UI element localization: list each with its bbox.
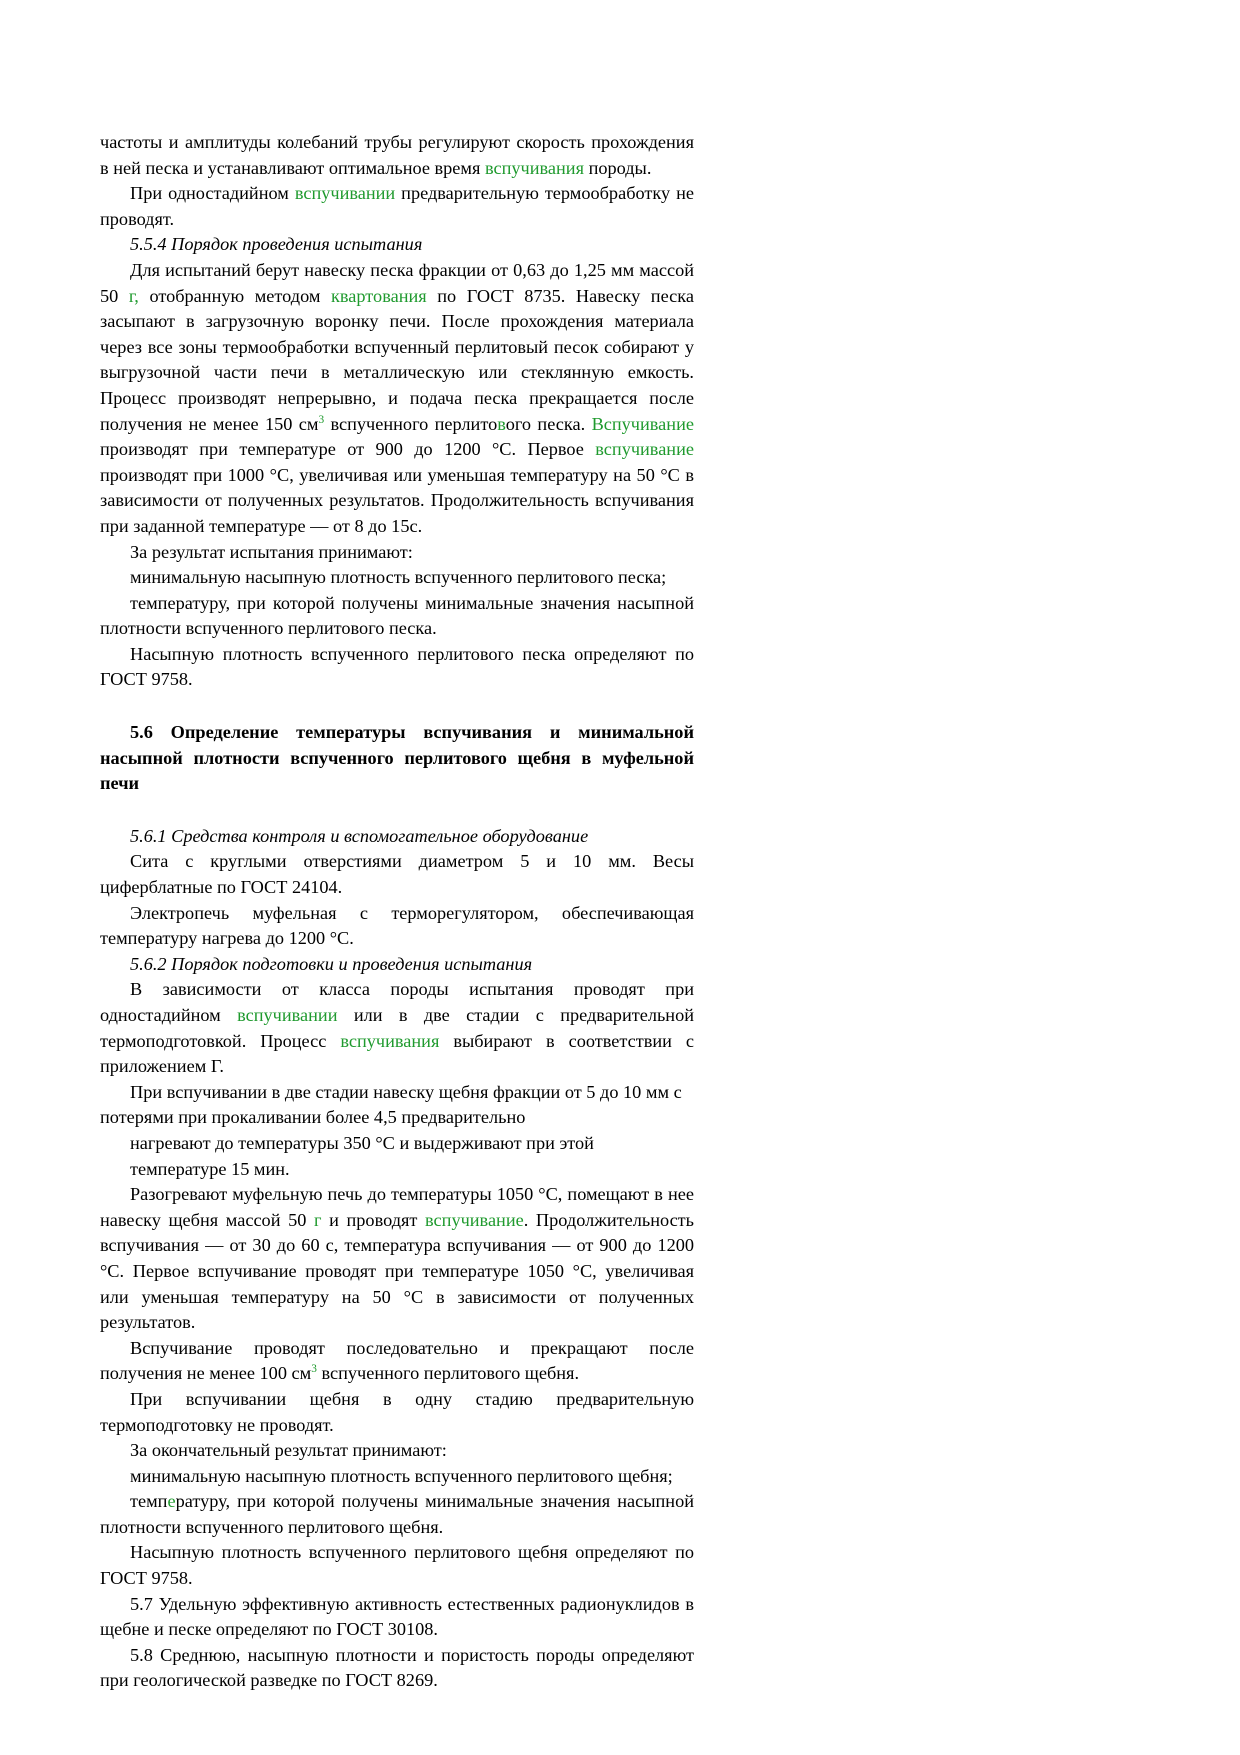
body-paragraph <box>100 1387 694 1438</box>
body-paragraph <box>100 1438 694 1464</box>
text-run: температуру, при которой получены минимальные значения насыпной плотности вспученного перлитового песка. <box>100 592 694 639</box>
text-run: При одностадийном <box>130 183 295 204</box>
body-paragraph <box>100 1643 694 1694</box>
highlighted-term: е <box>167 1491 176 1512</box>
document-body <box>100 130 694 1694</box>
text-run: производят при температуре от 900 до 1200 °С. Первое <box>100 439 596 460</box>
text-run: При вспучивании в две стадии навеску щебня фракции от 5 до 10 мм с потерями при прокаливании более 4,5 предварительно <box>100 1081 682 1128</box>
text-run: Для испытаний берут навеску песка фракции от 0,63 до 1,25 мм массой 50 <box>100 259 694 306</box>
text-run: вспученного перлито <box>324 413 498 434</box>
body-paragraph <box>100 181 694 232</box>
body-paragraph <box>100 1080 694 1131</box>
highlighted-term: вспучивания <box>340 1030 440 1051</box>
text-run: . Продолжительность вспучивания — от 30 до 60 с, температура вспучивания — от 900 до 1200 °С. Первое вспучивание проводят при температуре 1050 °С, увеличивая или уменьшая температуру на 50 °С в зависимости от полученных результатов. <box>100 1209 695 1333</box>
body-paragraph <box>100 1592 694 1643</box>
text-run: породы. <box>584 157 652 178</box>
highlighted-term: вспучивания <box>484 157 584 178</box>
text-run: частоты и амплитуды колебаний трубы регулируют скорость прохождения в ней песка и устанавливают оптимальное время <box>100 132 694 178</box>
text-run: температуре 15 мин. <box>130 1158 290 1179</box>
text-run: Сита с круглыми отверстиями диаметром 5 и 10 мм. Весы циферблатные по ГОСТ 24104. <box>100 851 694 898</box>
text-run: Вспучивание проводят последовательно и прекращают после получения не менее 100 см <box>100 1337 694 1384</box>
text-run: темп <box>130 1491 168 1512</box>
text-run: За результат испытания принимают: <box>130 541 413 562</box>
body-paragraph <box>100 1131 694 1157</box>
text-run: ого песка. <box>505 413 592 434</box>
body-paragraph <box>100 1540 694 1591</box>
highlighted-term: вспучивании <box>237 1005 338 1025</box>
highlighted-term: г, <box>128 285 139 306</box>
body-paragraph <box>100 130 694 181</box>
body-paragraph <box>100 849 694 900</box>
text-run: ратуру, при которой получены минимальные значения насыпной плотности вспученного перлитового щебня. <box>100 1491 694 1537</box>
text-run: отобранную методом <box>138 285 332 306</box>
text-run: предварительную термообработку не проводят. <box>100 183 695 229</box>
subsection-heading <box>100 232 694 258</box>
body-paragraph <box>100 1157 694 1183</box>
section-heading <box>100 720 694 797</box>
text-run: или в две стадии с предварительной термоподготовкой. Процесс <box>100 1005 694 1051</box>
text-run: При вспучивании щебня в одну стадию предварительную термоподготовку не проводят. <box>100 1388 694 1435</box>
text-run: по ГОСТ 8735. Навеску песка засыпают в загрузочную воронку печи. После прохождения материала через все зоны термообработки вспученный перлитовый песок собирают у выгрузочной части печи в металлическую или стеклянную емкость. Процесс производят непрерывно, и подача песка прекращается после получения не менее 150 см <box>100 285 694 434</box>
subsection-heading <box>100 824 694 850</box>
body-paragraph <box>100 540 694 566</box>
highlighted-term: Вспучивание <box>591 413 694 434</box>
text-run: 5.6 Определение температуры вспучивания и минимальной насыпной плотности вспученного перлитового щебня в муфельной печи <box>100 722 694 794</box>
text-run: 5.6.1 Средства контроля и вспомогательное оборудование <box>130 825 589 846</box>
text-run: Насыпную плотность вспученного перлитового щебня определяют по ГОСТ 9758. <box>100 1542 694 1589</box>
subsection-heading <box>100 952 694 978</box>
text-run: минимальную насыпную плотность вспученного перлитового песка; <box>130 567 667 588</box>
body-paragraph <box>100 1182 694 1336</box>
highlighted-term: квартования <box>331 285 427 306</box>
text-run: выбирают в соответствии с приложением Г. <box>100 1030 694 1077</box>
highlighted-term: г <box>314 1209 322 1230</box>
body-paragraph <box>100 901 694 952</box>
text-run: вспученного перлитового щебня. <box>316 1363 580 1384</box>
highlighted-term: в <box>497 413 506 434</box>
text-run: 5.8 Среднюю, насыпную плотности и пористость породы определяют при геологической разведке по ГОСТ 8269. <box>100 1644 694 1691</box>
body-paragraph <box>100 977 694 1079</box>
text-run: Насыпную плотность вспученного перлитового песка определяют по ГОСТ 9758. <box>100 643 694 690</box>
text-run: нагревают до температуры 350 °С и выдерживают при этой <box>130 1132 594 1153</box>
body-paragraph <box>100 258 694 540</box>
text-run: За окончательный результат принимают: <box>130 1440 447 1461</box>
text-run: Разогревают муфельную печь до температуры 1050 °С, помещают в нее навеску щебня массой 50 <box>100 1184 694 1230</box>
superscript: 3 <box>318 413 325 426</box>
body-paragraph <box>100 642 694 693</box>
heading-spacer <box>100 693 694 720</box>
heading-spacer <box>100 797 694 824</box>
highlighted-term: вспучивание <box>595 439 694 460</box>
superscript: 3 <box>311 1363 317 1376</box>
body-paragraph <box>100 565 694 591</box>
text-run: Электропечь муфельная с терморегулятором, обеспечивающая температуру нагрева до 1200 °С. <box>100 902 694 949</box>
text-run: минимальную насыпную плотность вспученного перлитового щебня; <box>130 1465 673 1486</box>
highlighted-term: вспучивание <box>425 1209 524 1230</box>
highlighted-term: вспучивании <box>294 183 396 204</box>
text-run: В зависимости от класса породы испытания проводят при одностадийном <box>100 979 694 1025</box>
text-run: 5.5.4 Порядок проведения испытания <box>130 234 423 255</box>
body-paragraph <box>100 1336 694 1387</box>
body-paragraph <box>100 1464 694 1490</box>
text-run: и проводят <box>321 1209 426 1230</box>
body-paragraph <box>100 591 694 642</box>
text-run: 5.7 Удельную эффективную активность естественных радионуклидов в щебне и песке определяют по ГОСТ 30108. <box>100 1593 694 1640</box>
text-run: производят при 1000 °С, увеличивая или уменьшая температуру на 50 °С в зависимости от полученных результатов. Продолжительность вспучивания при заданной температуре — от 8 до 15с. <box>100 464 694 536</box>
body-paragraph <box>100 1489 694 1540</box>
text-run: 5.6.2 Порядок подготовки и проведения испытания <box>130 953 533 974</box>
